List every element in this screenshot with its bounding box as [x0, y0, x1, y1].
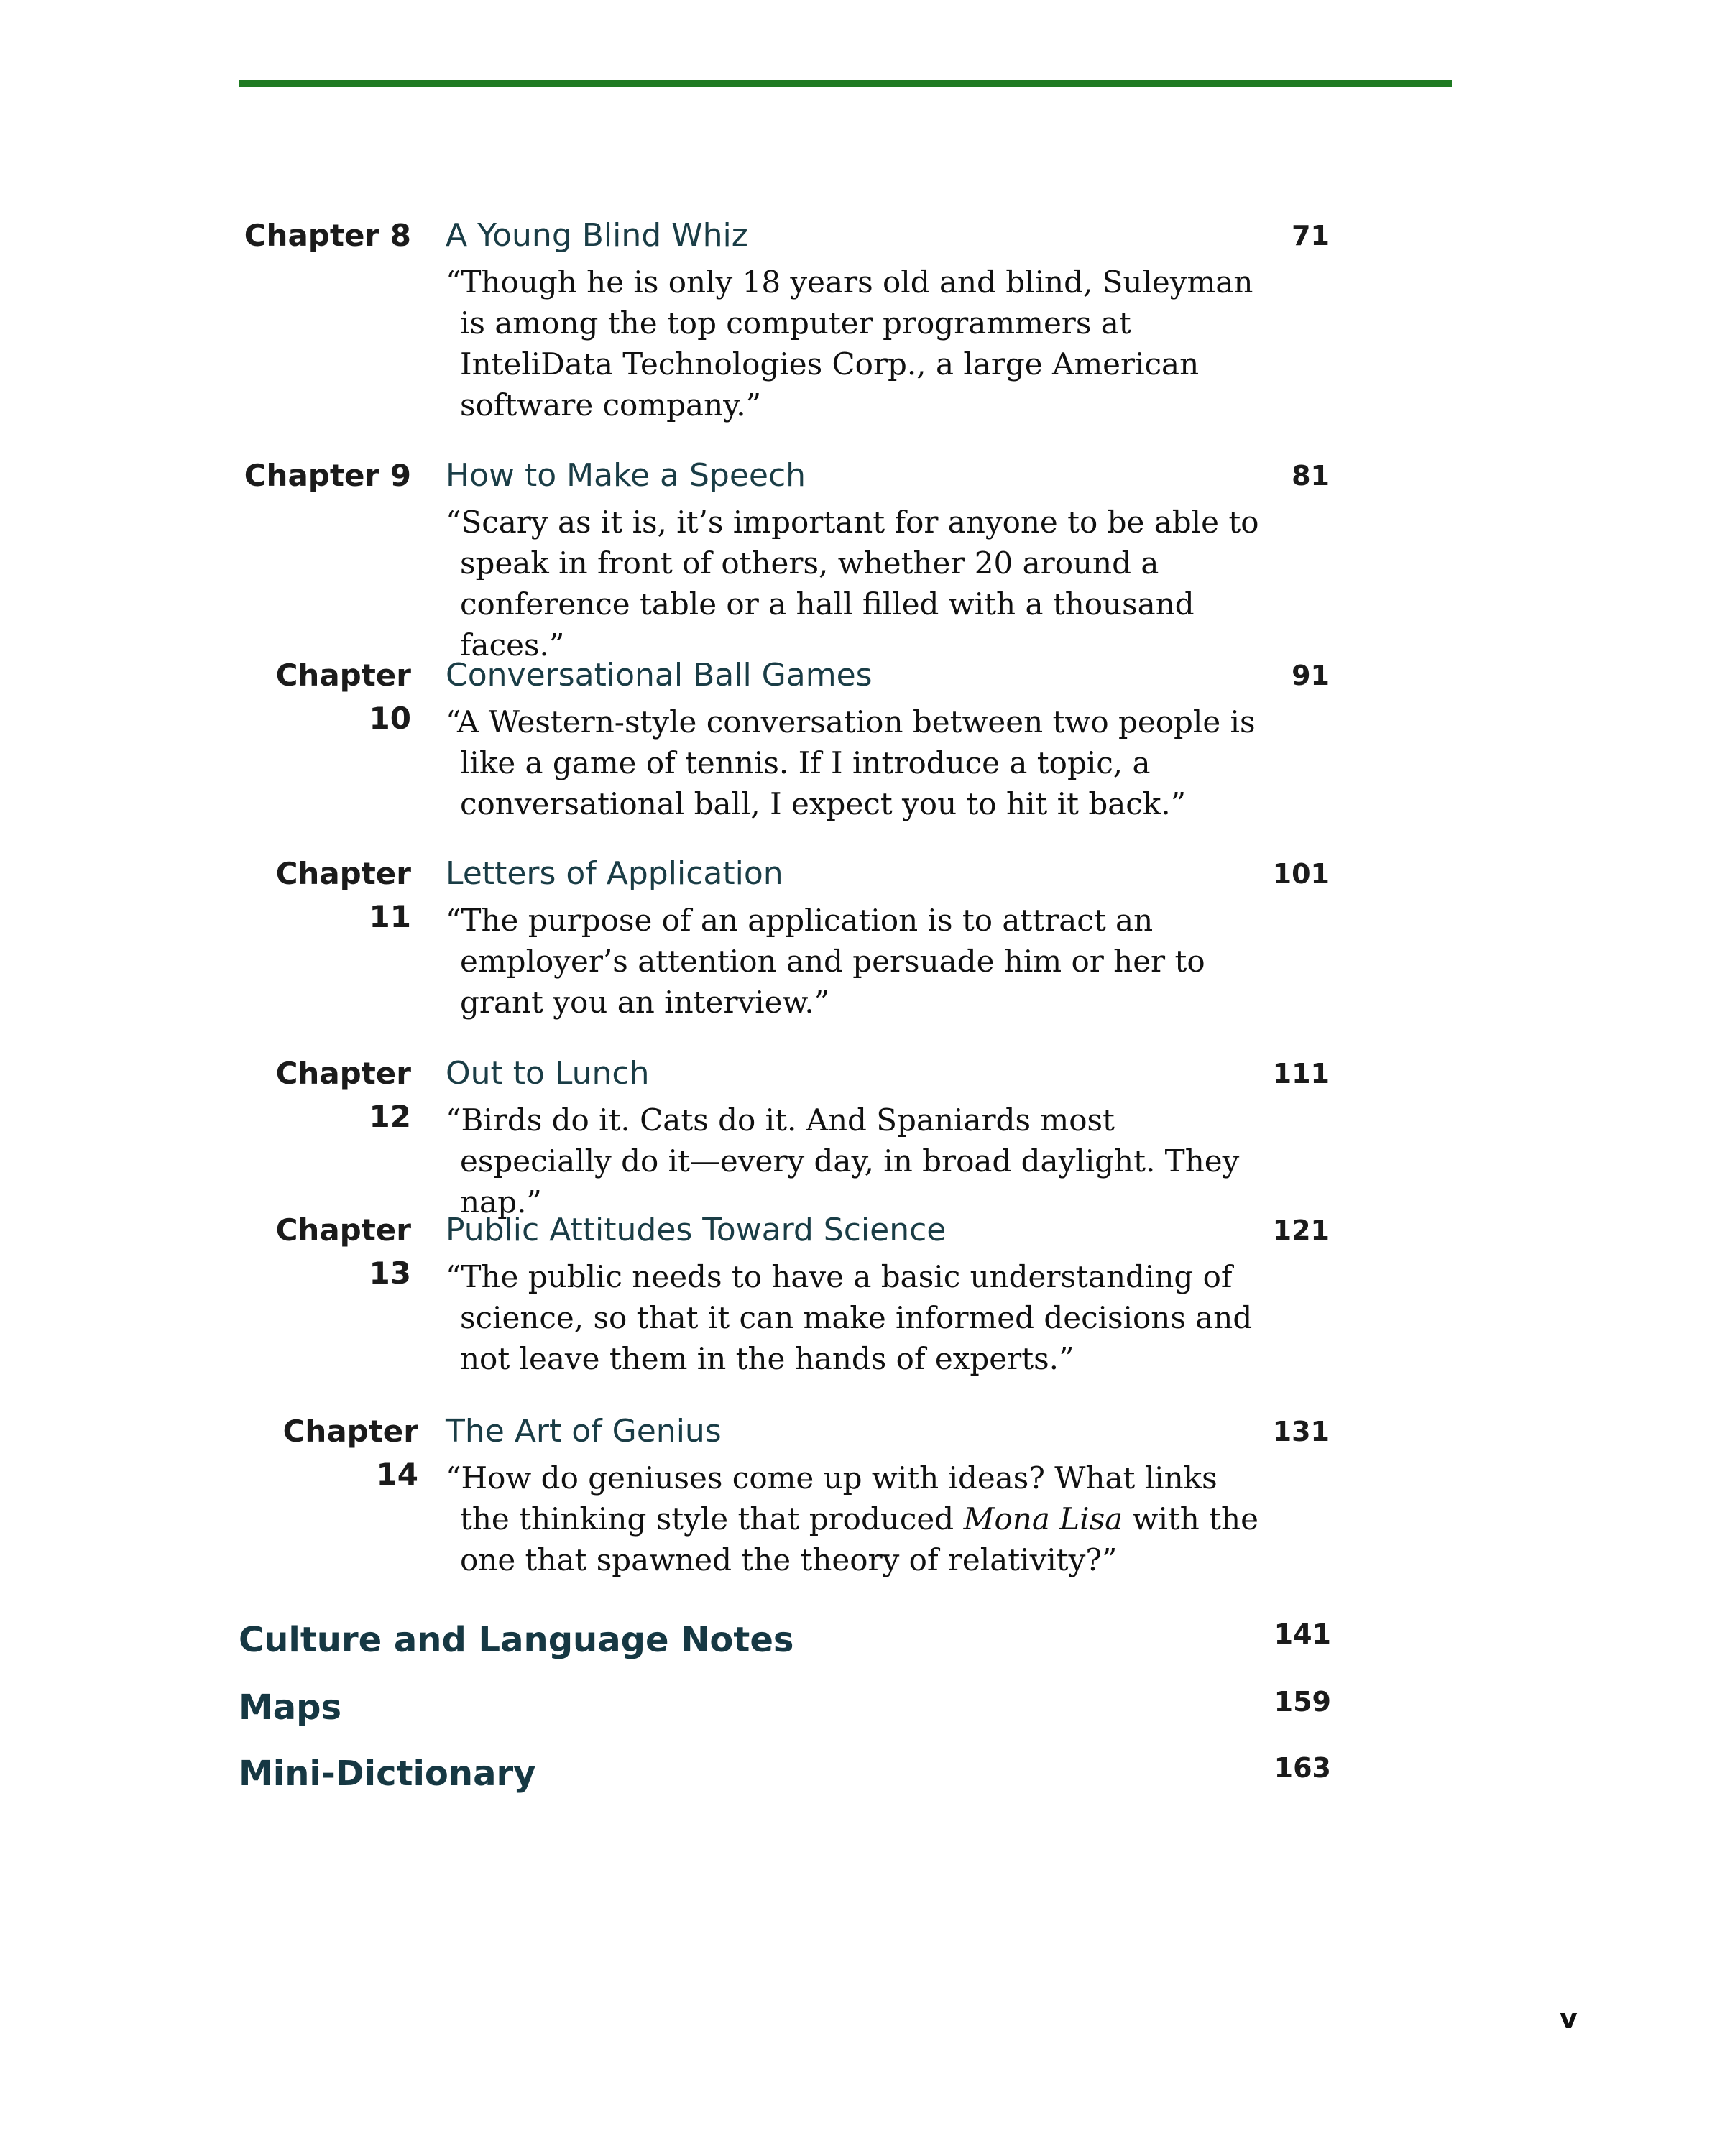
- chapter-quote: “The purpose of an application is to attract an employer’s attention and persuade him or her to grant you an interview.”: [446, 903, 1205, 1020]
- chapter-page-number: 101: [1272, 858, 1330, 890]
- chapter-label: Chapter 13: [275, 1212, 411, 1291]
- chapter-title[interactable]: How to Make a Speech: [446, 457, 806, 494]
- chapter-page-number: 81: [1292, 460, 1330, 492]
- quote-text: with the one that spawned the theory of relativity?”: [460, 1501, 1258, 1577]
- chapter-label: Chapter 14: [282, 1414, 418, 1492]
- chapter-quote: “Scary as it is, it’s important for anyone to be able to speak in front of others, whether 20 around a conference table or a hall filled with a thousand faces.”: [446, 505, 1259, 663]
- chapter-title[interactable]: Public Attitudes Toward Science: [446, 1212, 947, 1248]
- back-matter-title[interactable]: Culture and Language Notes: [239, 1620, 794, 1660]
- chapter-quote: “The public needs to have a basic understanding of science, so that it can make informed decisions and not leave them in the hands of experts.”: [446, 1259, 1253, 1376]
- chapter-label: Chapter 12: [275, 1056, 411, 1134]
- chapter-title[interactable]: Letters of Application: [446, 855, 783, 892]
- toc-entry-culture-notes: [239, 1617, 1331, 1667]
- chapter-page-number: 131: [1272, 1416, 1330, 1447]
- top-rule: [239, 80, 1452, 87]
- chapter-label: Chapter 8: [244, 218, 411, 253]
- quote-italic-title: Mona Lisa: [963, 1501, 1123, 1537]
- chapter-label: Chapter 11: [275, 856, 411, 934]
- chapter-quote: [446, 1457, 1265, 1580]
- chapter-quote: “A Western-style conversation between two people is like a game of tennis. If I introduce a topic, a conversational ball, I expect you to hit it back.”: [446, 704, 1256, 821]
- chapter-title[interactable]: The Art of Genius: [446, 1413, 722, 1450]
- chapter-page-number: 71: [1292, 220, 1330, 252]
- chapter-quote: “Though he is only 18 years old and blind, Suleyman is among the top computer programmers at InteliData Technologies Corp., a large American software company.”: [446, 264, 1253, 423]
- chapter-page-number: 121: [1272, 1215, 1330, 1246]
- back-matter-page-number: 159: [1274, 1686, 1331, 1718]
- toc-entry-mini-dictionary: [239, 1751, 1331, 1801]
- chapter-label: Chapter 10: [275, 658, 411, 736]
- back-matter-title[interactable]: Maps: [239, 1687, 342, 1728]
- chapter-quote: “Birds do it. Cats do it. And Spaniards most especially do it—every day, in broad daylight. They nap.”: [446, 1102, 1240, 1220]
- chapter-title[interactable]: A Young Blind Whiz: [446, 217, 748, 254]
- toc-entry-maps: [239, 1685, 1331, 1735]
- chapter-title[interactable]: Out to Lunch: [446, 1055, 650, 1092]
- page-folio: v: [1560, 2003, 1578, 2035]
- back-matter-title[interactable]: Mini-Dictionary: [239, 1754, 536, 1794]
- chapter-label: Chapter 9: [244, 458, 411, 493]
- chapter-page-number: 111: [1272, 1058, 1330, 1089]
- chapter-page-number: 91: [1292, 660, 1330, 691]
- quote-text: “How do geniuses come up with ideas? What links the thinking style that produced: [446, 1460, 1218, 1537]
- chapter-title[interactable]: Conversational Ball Games: [446, 657, 873, 694]
- back-matter-page-number: 163: [1274, 1752, 1331, 1784]
- back-matter-page-number: 141: [1274, 1618, 1331, 1650]
